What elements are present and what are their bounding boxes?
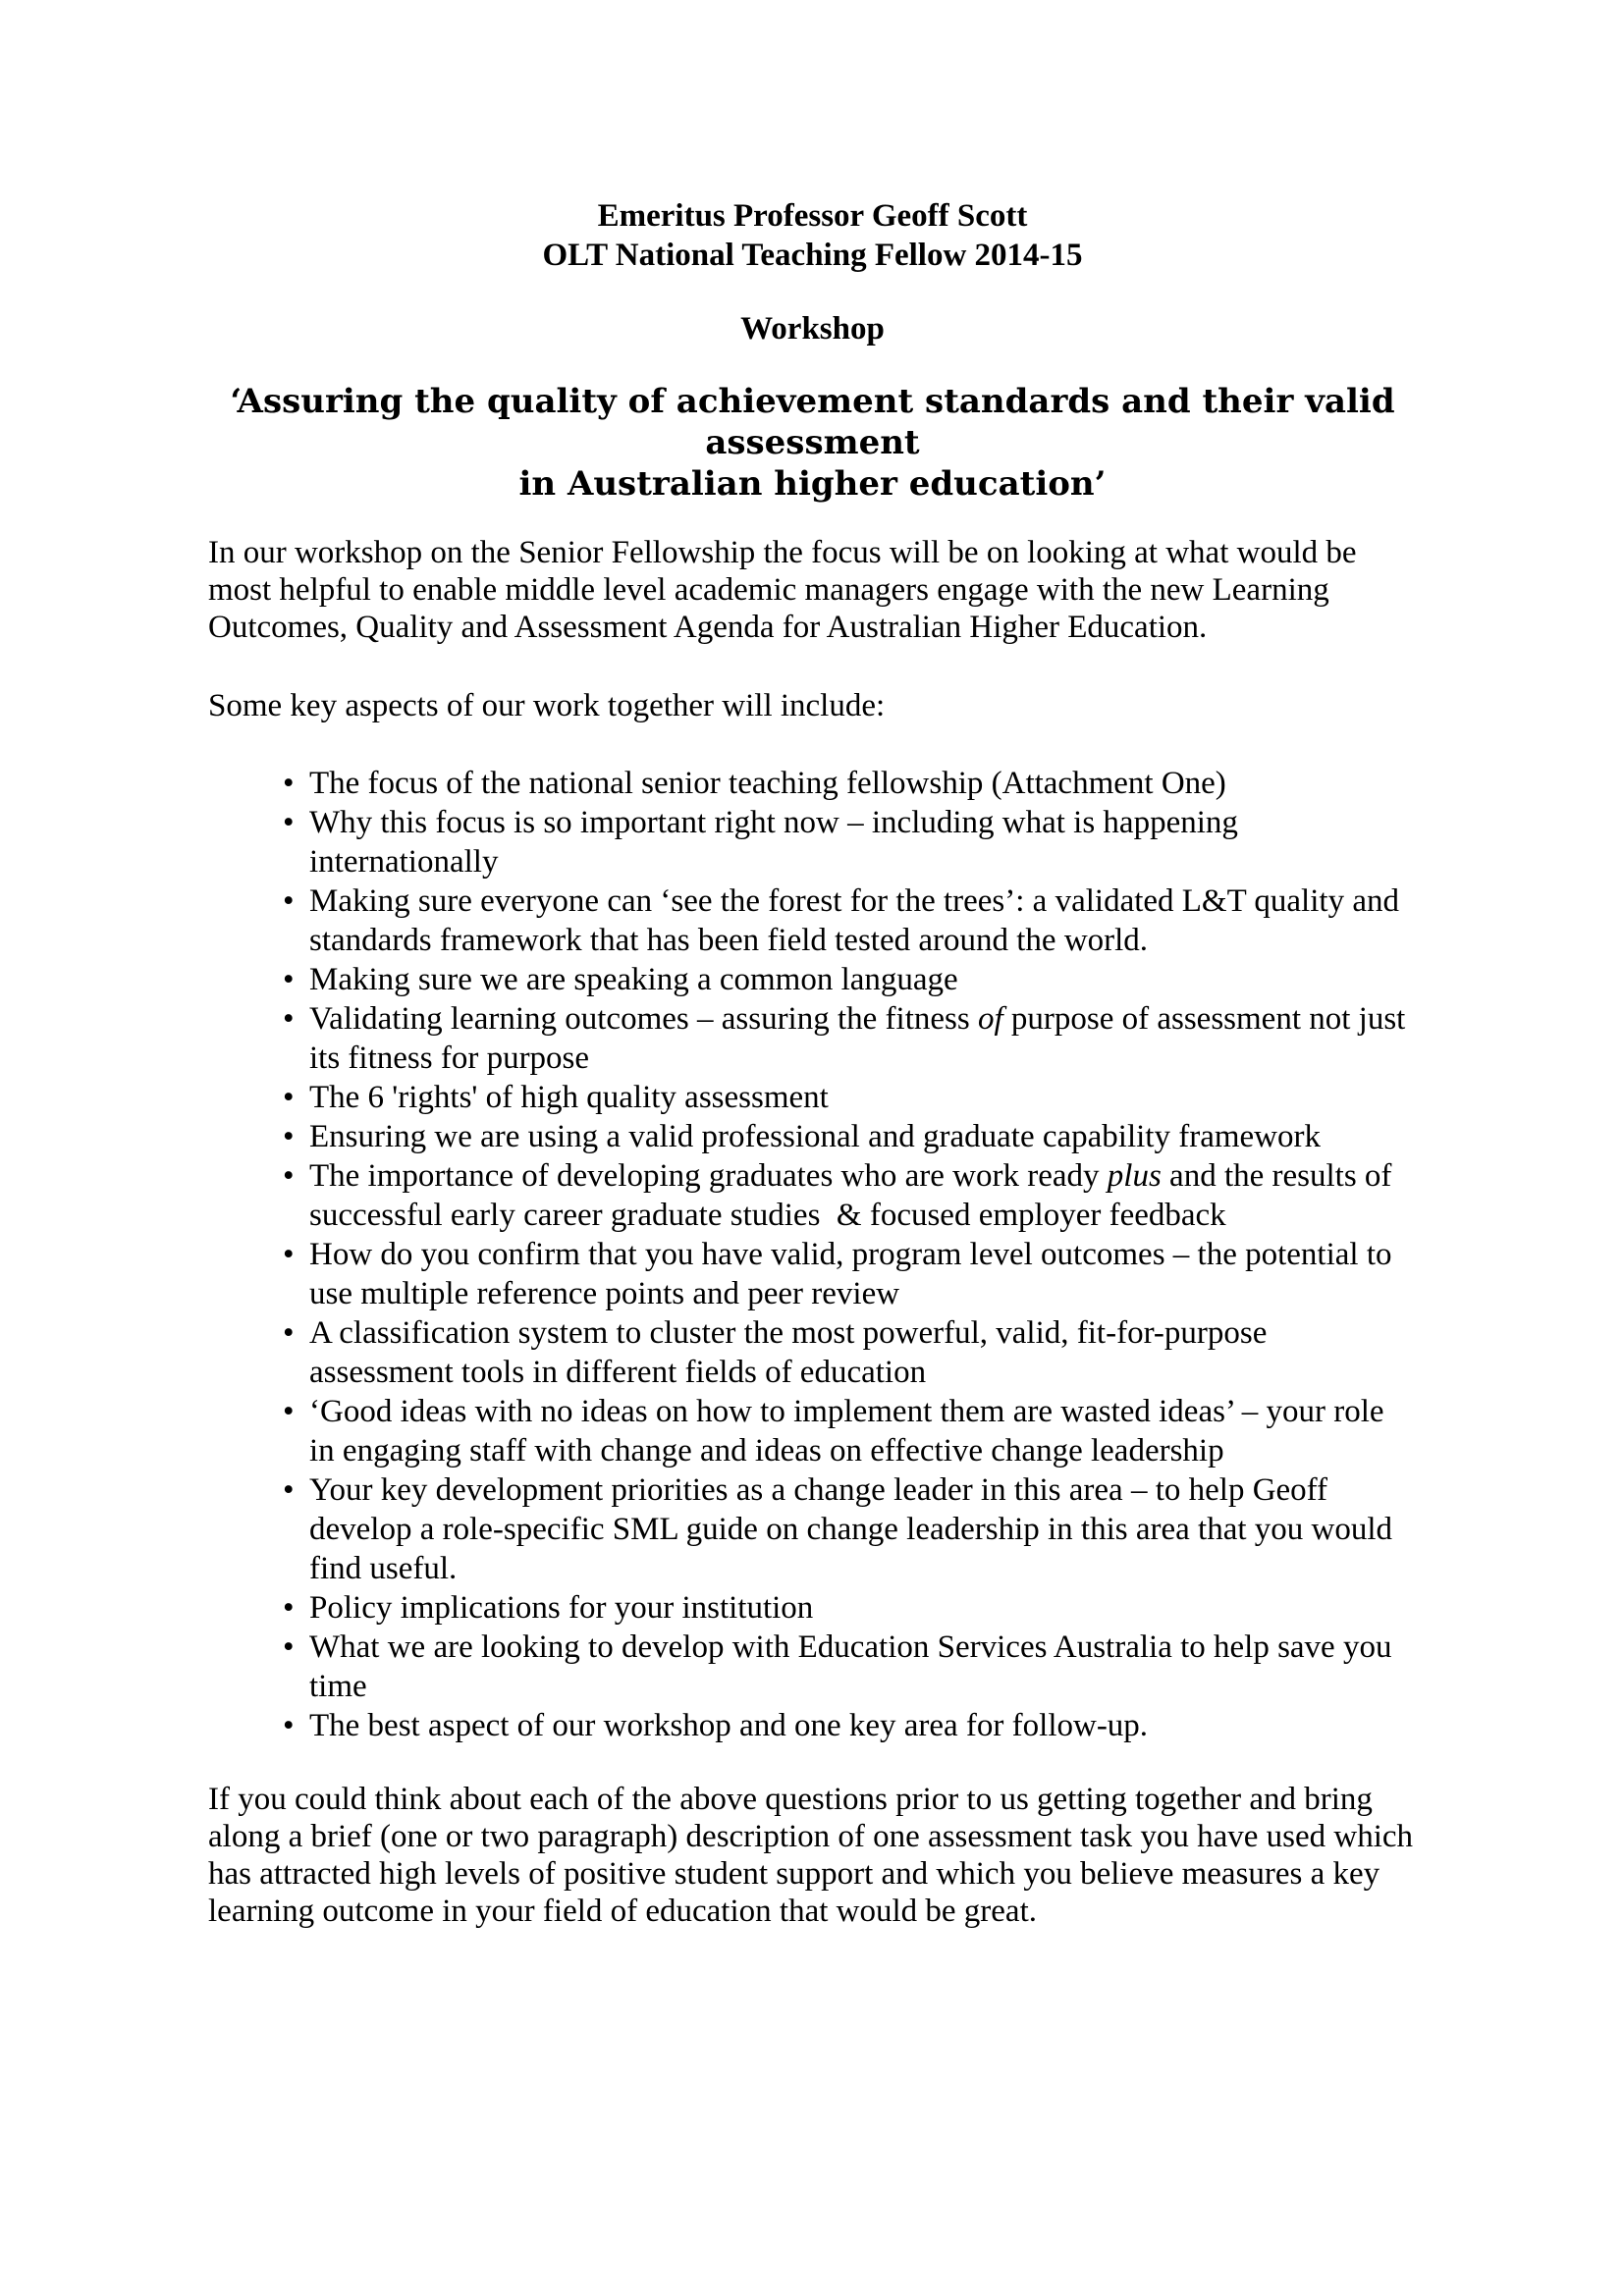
page-title-line1: ‘Assuring the quality of achievement standards and their valid assessment (230, 382, 1395, 462)
list-item: • Ensuring we are using a valid professional and graduate capability framework (208, 1117, 1417, 1156)
list-item: • The importance of developing graduates who are work ready plus and the results of successful early career graduate studies & focused employer feedback (208, 1156, 1417, 1235)
workshop-label: Workshop (740, 311, 885, 347)
list-item: • Making sure we are speaking a common language (208, 960, 1417, 999)
intro-paragraph: In our workshop on the Senior Fellowship the focus will be on looking at what would be most helpful to enable middle level academic managers engage with the new Learning Outcomes, Quality and Assessment Agenda for Australian Higher Education. (208, 535, 1357, 645)
list-item: • ‘Good ideas with no ideas on how to implement them are wasted ideas’ – your role in engaging staff with change and ideas on effective change leadership (208, 1392, 1417, 1470)
page-title (208, 381, 1417, 505)
author-line: Emeritus Professor Geoff Scott (597, 198, 1028, 234)
list-intro: Some key aspects of our work together will include: (208, 688, 886, 723)
list-item: • Policy implications for your institution (208, 1588, 1417, 1628)
list-item: • The focus of the national senior teaching fellowship (Attachment One) (208, 764, 1417, 803)
list-item: • Why this focus is so important right now – including what is happening internationally (208, 803, 1417, 881)
list-item: • Validating learning outcomes – assuring the fitness of purpose of assessment not just its fitness for purpose (208, 999, 1417, 1078)
list-item: • Your key development priorities as a change leader in this area – to help Geoff develop a role-specific SML guide on change leadership in this area that you would find useful. (208, 1470, 1417, 1588)
closing-paragraph: If you could think about each of the above questions prior to us getting together and bring along a brief (one or two paragraph) description of one assessment task you have used which has attracted high levels of positive student support and which you believe measures a key learning outcome in your field of education that would be great. (208, 1782, 1414, 1929)
bullet-list (208, 764, 1417, 1745)
page-title-line2: in Australian higher education’ (518, 464, 1107, 504)
list-item: • The 6 'rights' of high quality assessment (208, 1078, 1417, 1117)
list-item: • What we are looking to develop with Education Services Australia to help save you time (208, 1628, 1417, 1706)
list-item: • A classification system to cluster the most powerful, valid, fit-for-purpose assessment tools in different fields of education (208, 1313, 1417, 1392)
fellowship-line: OLT National Teaching Fellow 2014-15 (542, 238, 1083, 273)
list-item: • Making sure everyone can ‘see the forest for the trees’: a validated L&T quality and standards framework that has been field tested around the world. (208, 881, 1417, 960)
document-header (208, 196, 1417, 348)
list-item: • How do you confirm that you have valid, program level outcomes – the potential to use multiple reference points and peer review (208, 1235, 1417, 1313)
list-item: • The best aspect of our workshop and one key area for follow-up. (208, 1706, 1417, 1745)
